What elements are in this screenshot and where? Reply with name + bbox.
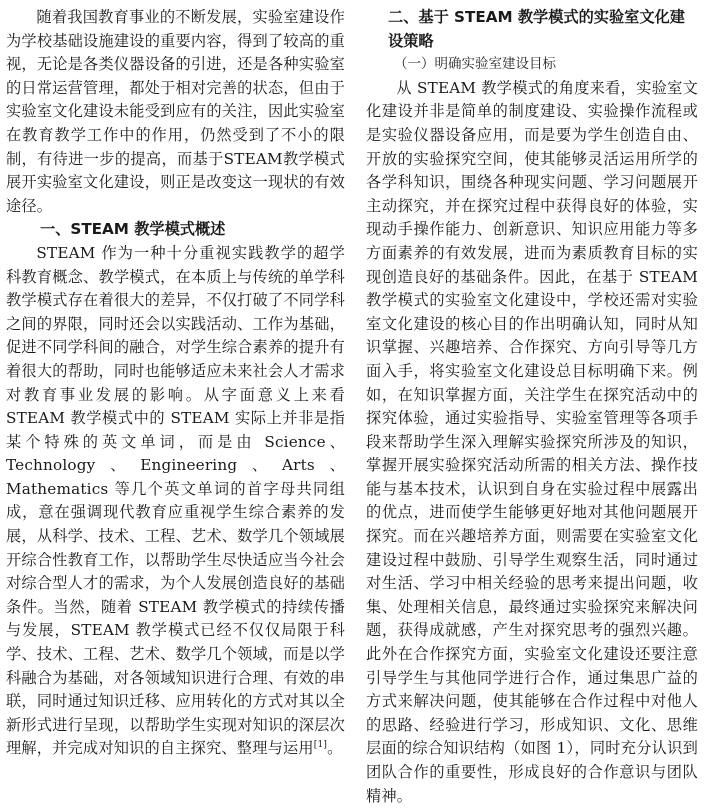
goals-paragraph: 从 STEAM 教学模式的角度来看，实验室文化建设并非是简单的制度建设、实验操作流程或是实验仪器设备应用，而是要为学生创造自由、开放的实验探究空间，使其能够灵活运用所学的各学科知识，围绕各种现实问题、学习问题展开主动探究，并在探究过程中获得良好的体验，实现动手操作能力、创新意识、知识应用能力等多方面素养的有效发展，进而为素质教育目标的实现创造良好的基础条件。因此，在基于 STEAM 教学模式的实验室文化建设中，学校还需对实验室文化建设的核心目的作出明确认知，同时从知识掌握、兴趣培养、合作探究、方向引导等几方面入手，将实验室文化建设总目标明确下来。例如，在知识掌握方面，关注学生在探究活动中的探究体验，通过实验指导、实验室管理等各项手段来帮助学生深入理解实验探究所涉及的知识，掌握开展实验探究活动所需的相关方法、操作技能与基本技术，认识到自身在实验过程中展露出的优点，进而使学生能够更好地对其他问题展开探究。而在兴趣培养方面，则需要在实验室文化建设过程中鼓励、引导学生观察生活，同时通过对生活、学习中相关经验的思考来提出问题，收集、处理相关信息，最终通过实验探究来解决问题，获得成就感，产生对探究思考的强烈兴趣。此外在合作探究方面，实验室文化建设还要注意引导学生与其他同学进行合作，通过集思广益的方式来解决问题，使其能够在合作过程中对他人的思路、经验进行学习，形成知识、文化、思维层面的综合知识结构（如图 1），同时充分认识到团队合作的重要性，形成良好的合作意识与团队精神。 xyxy=(366,78,698,805)
steam-overview-text: STEAM 作为一种十分重视实践教学的超学科教育概念、教学模式，在本质上与传统的单学科教学模式存在着很大的差异，不仅打破了不同学科之间的界限，同时还会以实践活动、工作为基础，促进不同学科间的融合，对学生综合素养的提升有着很大的帮助，同时也能够适应未来社会人才需求对教育事业发展的影响。从字面意义上来看 STEAM 教学模式中的 STEAM 实际上并非是指某个特殊的英文单词，而是由 Science、Technology、Engineering、Arts、Mathematics 等几个英文单词的首字母共同组成，意在强调现代教育应重视学生综合素养的发展，从科学、技术、工程、艺术、数学几个领域展开综合性教育工作，以帮助学生尽快适应当今社会对综合型人才的需求，为个人发展创造良好的基础条件。当然，随着 STEAM 教学模式的持续传播与发展，STEAM 教学模式已经不仅仅局限于科学、技术、工程、艺术、数学几个领域，而是以学科融合为基础，对各领域知识进行合理、有效的串联，同时通过知识迁移、应用转化的方式对其以全新形式进行呈现，以帮助学生实现对知识的深层次理解，并完成对知识的自主探究、整理与运用 xyxy=(6,243,345,758)
intro-paragraph: 随着我国教育事业的不断发展，实验室建设作为学校基础设施建设的重要内容，得到了较高的重视，无论是各类仪器设备的引进，还是各种实验室的日常运营管理，都处于相对完善的状态，但由于实验室文化建设未能受到应有的关注，因此实验室在教育教学工作中的作用，仍然受到了不小的限制，有待进一步的提高，而基于STEAM教学模式展开实验室文化建设，则正是改变这一现状的有效途径。 xyxy=(6,8,345,215)
section-heading-strategies: 二、基于 STEAM 教学模式的实验室文化建设策略 xyxy=(388,8,685,50)
citation-ref: [1] xyxy=(313,740,328,751)
left-column xyxy=(6,6,345,761)
right-column xyxy=(366,6,698,808)
subheading-goals: （一）明确实验室建设目标 xyxy=(394,56,556,73)
steam-overview-paragraph xyxy=(6,242,345,761)
section-heading-steam-overview: 一、STEAM 教学模式概述 xyxy=(40,220,226,239)
steam-overview-end: 。 xyxy=(327,739,343,758)
